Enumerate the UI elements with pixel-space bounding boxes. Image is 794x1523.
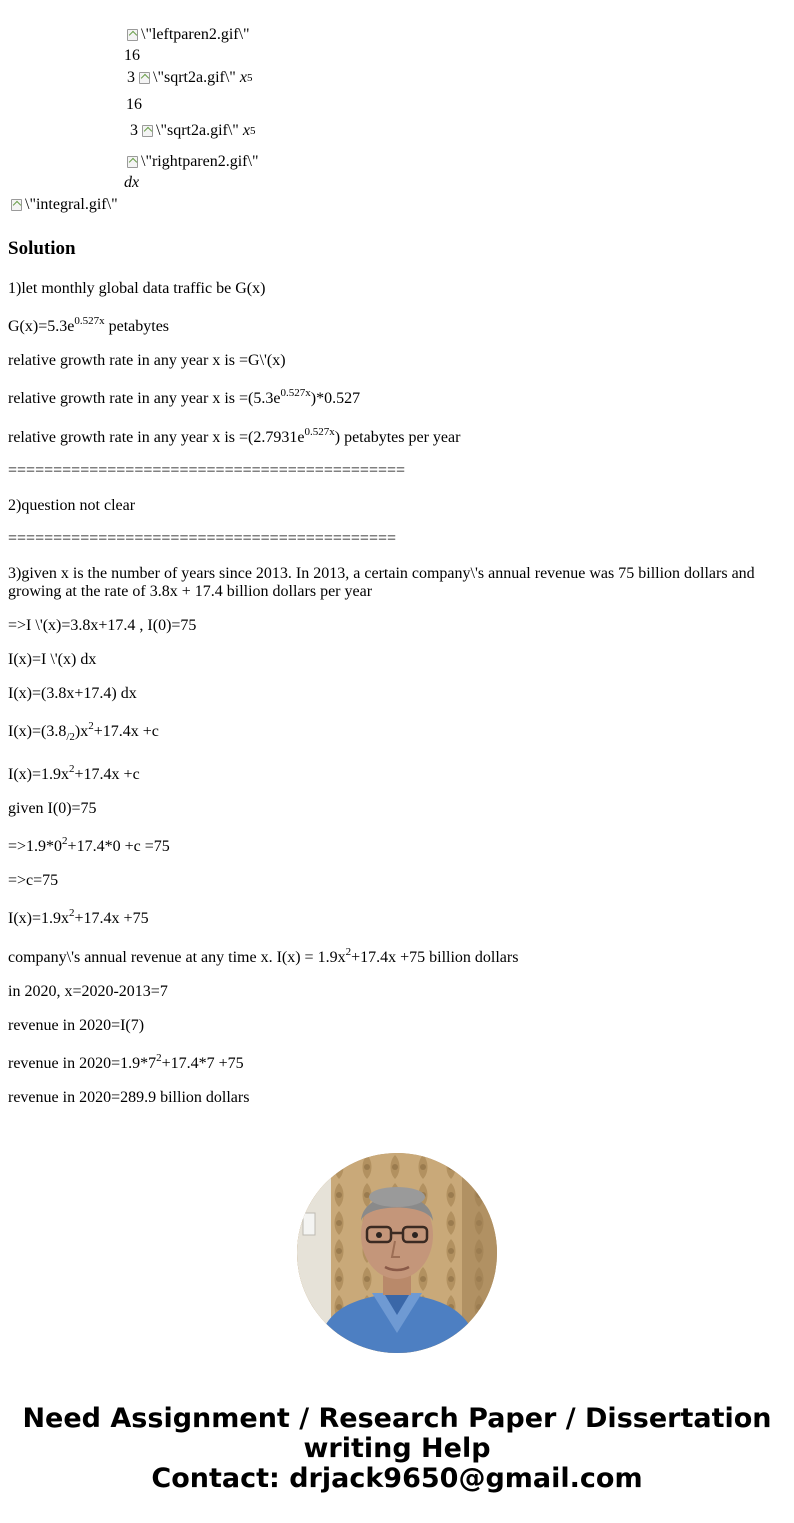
promo-line-1: Need Assignment / Research Paper / Dissertation xyxy=(22,1403,772,1434)
broken-image-icon xyxy=(11,199,22,211)
separator: ============================================ xyxy=(8,462,406,479)
sqrt-term-2: 3 \"sqrt2a.gif\" x 5 xyxy=(130,122,256,139)
solution-line: company\'s annual revenue at any time x. $I(x) = 1.9x^2+17.4x +75$ billion dollars xyxy=(8,946,519,966)
solution-line: =>I \'(x)=3.8x+17.4 , I(0)=75 xyxy=(8,617,197,634)
solution-line: $I(x)=1.9x^2+17.4x +75$ xyxy=(8,907,149,927)
solution-line: =>c=75 xyxy=(8,872,59,889)
solution-line: $I(x)=(3.8_{/2})x^2+17.4x +c$ xyxy=(8,720,159,743)
promo-line-2: writing Help xyxy=(303,1433,491,1464)
rightparen-alt: \"rightparen2.gif\" xyxy=(141,153,259,170)
solution-line: growing at the rate of 3.8x + 17.4 billion dollars per year xyxy=(8,583,373,600)
leftparen-image xyxy=(127,26,250,44)
solution-line: relative growth rate in any year x is $=(2.7931e^{0.527x})$ petabytes per year xyxy=(8,426,461,446)
solution-line: relative growth rate in any year x is $=(5.3e^{0.527x})*0.527$ xyxy=(8,387,361,407)
dx-label: dx xyxy=(124,174,140,191)
root-index: 3 xyxy=(130,122,138,139)
sqrt-alt: \"sqrt2a.gif\" xyxy=(156,122,239,139)
solution-line: I(x)=I \'(x) dx xyxy=(8,651,97,668)
broken-image-icon xyxy=(127,29,138,41)
sqrt-alt: \"sqrt2a.gif\" xyxy=(153,69,236,86)
solution-line: revenue in 2020=289.9 billion dollars xyxy=(8,1089,250,1106)
leftparen-alt: \"leftparen2.gif\" xyxy=(141,26,250,43)
fraction-denominator-16: 16 xyxy=(124,47,140,64)
rightparen-image xyxy=(127,153,258,171)
fraction-denominator-16: 16 xyxy=(126,96,142,113)
author-avatar xyxy=(297,1153,497,1353)
solution-line: revenue in $2020=1.9*7^2+17.4*7 +75$ xyxy=(8,1052,244,1072)
solution-line: 2)question not clear xyxy=(8,497,136,514)
solution-line: $I(x)=1.9x^2+17.4x +c$ xyxy=(8,763,140,783)
variable-x: x xyxy=(239,69,247,86)
sqrt-term-1: 3 \"sqrt2a.gif\" x 5 xyxy=(127,69,253,86)
broken-image-icon xyxy=(127,156,138,168)
solution-line: I(x)=(3.8x+17.4) dx xyxy=(8,685,137,702)
separator: =========================================== xyxy=(8,530,397,547)
integral-alt: \"integral.gif\" xyxy=(25,196,118,213)
portrait-illustration xyxy=(297,1153,497,1353)
root-index: 3 xyxy=(127,69,135,86)
integral-image xyxy=(11,196,118,214)
solution-line: revenue in 2020=I(7) xyxy=(8,1017,145,1034)
solution-line: 1)let monthly global data traffic be G(x) xyxy=(8,280,266,297)
solution-line: $G(x)=5.3e^{0.527x}$ petabytes xyxy=(8,315,170,335)
solution-heading: Solution xyxy=(8,238,76,259)
solution-line: given I(0)=75 xyxy=(8,800,97,817)
solution-line: $=>1.9*0^2+17.4*0 +c =75$ xyxy=(8,835,170,855)
solution-line: relative growth rate in any year x is =G\'(x) xyxy=(8,352,286,369)
solution-line: 3)given x is the number of years since 2013. In 2013, a certain company\'s annual revenue was 75 billion dollars and xyxy=(8,565,755,582)
contact-email: Contact: drjack9650@gmail.com xyxy=(151,1463,643,1494)
broken-image-icon xyxy=(142,125,153,137)
broken-image-icon xyxy=(139,72,150,84)
solution-line: in 2020, x=2020-2013=7 xyxy=(8,983,168,1000)
variable-x: x xyxy=(242,122,250,139)
